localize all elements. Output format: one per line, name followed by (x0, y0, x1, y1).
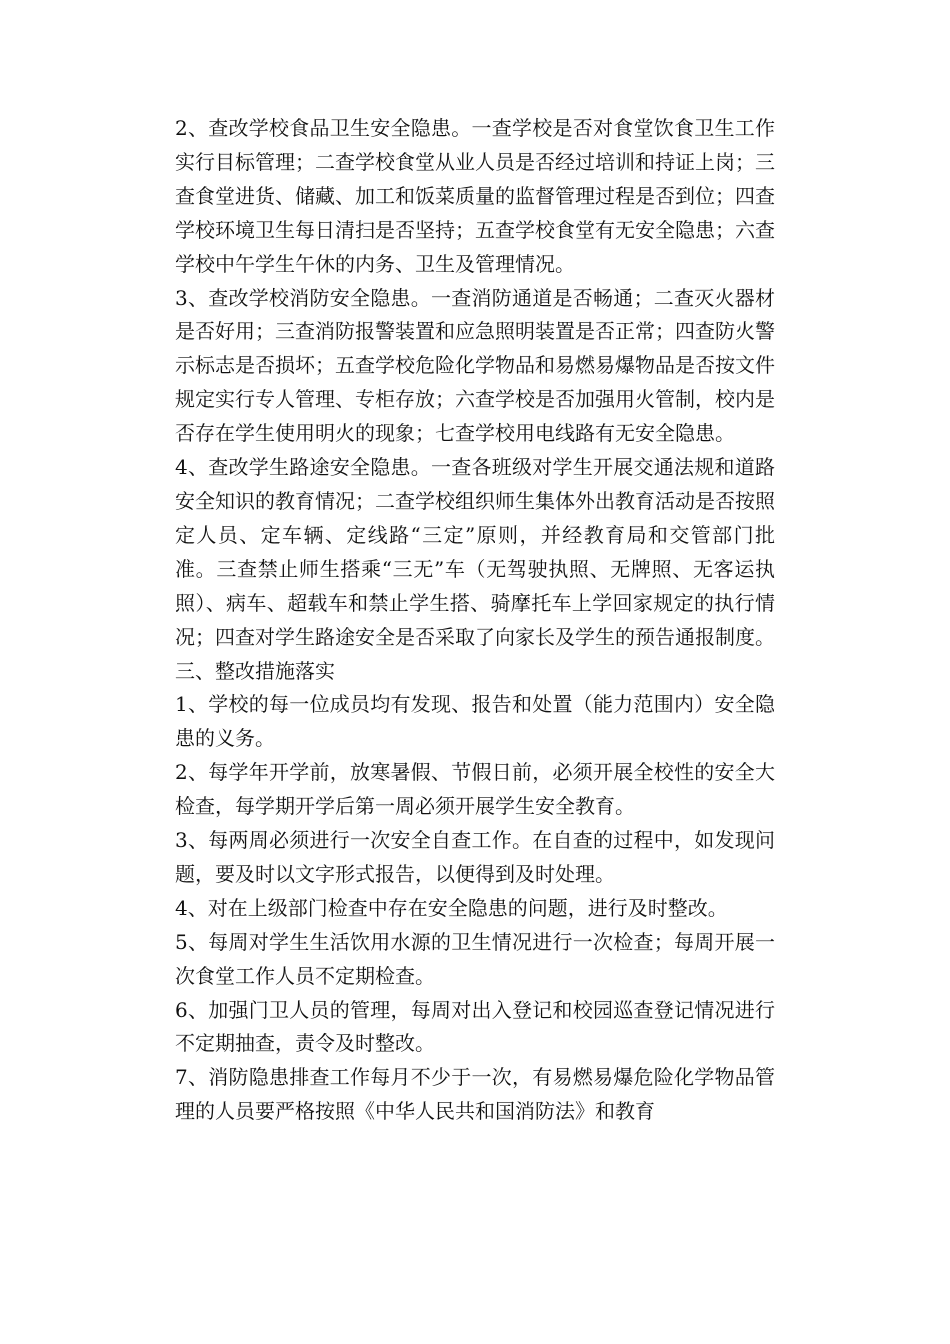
document-page (175, 112, 775, 1129)
section-heading-rectification: 三、整改措施落实 (175, 658, 335, 683)
paragraph-measure-1: 1、学校的每一位成员均有发现、报告和处置（能力范围内）安全隐患的义务。 (175, 692, 775, 751)
paragraph-food-safety: 2、查改学校食品卫生安全隐患。一查学校是否对食堂饮食卫生工作实行目标管理；二查学校食堂从业人员是否经过培训和持证上岗；三查食堂进货、储藏、加工和饭菜质量的监督管理过程是否到位；四查学校环境卫生每日清扫是否坚持；五查学校食堂有无安全隐患；六查学校中午学生午休的内务、卫生及管理情况。 (175, 116, 775, 276)
paragraph-measure-7: 7、消防隐患排查工作每月不少于一次，有易燃易爆危险化学物品管理的人员要严格按照《中华人民共和国消防法》和教育 (175, 1065, 775, 1124)
paragraph-measure-4: 4、对在上级部门检查中存在安全隐患的问题，进行及时整改。 (175, 895, 728, 920)
paragraph-route-safety: 4、查改学生路途安全隐患。一查各班级对学生开展交通法规和道路安全知识的教育情况；二查学校组织师生集体外出教育活动是否按照定人员、定车辆、定线路“三定”原则，并经教育局和交管部门批准。三查禁止师生搭乘“三无”车（无驾驶执照、无牌照、无客运执照）、病车、超载车和禁止学生搭、骑摩托车上学回家规定的执行情况；四查对学生路途安全是否采取了向家长及学生的预告通报制度。 (175, 455, 775, 649)
paragraph-measure-3: 3、每两周必须进行一次安全自查工作。在自查的过程中，如发现问题，要及时以文字形式报告，以便得到及时处理。 (175, 828, 775, 886)
paragraph-fire-safety: 3、查改学校消防安全隐患。一查消防通道是否畅通；二查灭火器材是否好用；三查消防报警装置和应急照明装置是否正常；四查防火警示标志是否损坏；五查学校危险化学物品和易燃易爆物品是否按文件规定实行专人管理、专柜存放；六查学校是否加强用火管制，校内是否存在学生使用明火的现象；七查学校用电线路有无安全隐患。 (175, 285, 775, 446)
paragraph-measure-6: 6、加强门卫人员的管理，每周对出入登记和校园巡查登记情况进行不定期抽查，责令及时整改。 (175, 997, 775, 1056)
paragraph-measure-2: 2、每学年开学前，放寒暑假、节假日前，必须开展全校性的安全大检查，每学期开学后第一周必须开展学生安全教育。 (175, 760, 775, 819)
paragraph-measure-5: 5、每周对学生生活饮用水源的卫生情况进行一次检查；每周开展一次食堂工作人员不定期检查。 (175, 929, 775, 988)
